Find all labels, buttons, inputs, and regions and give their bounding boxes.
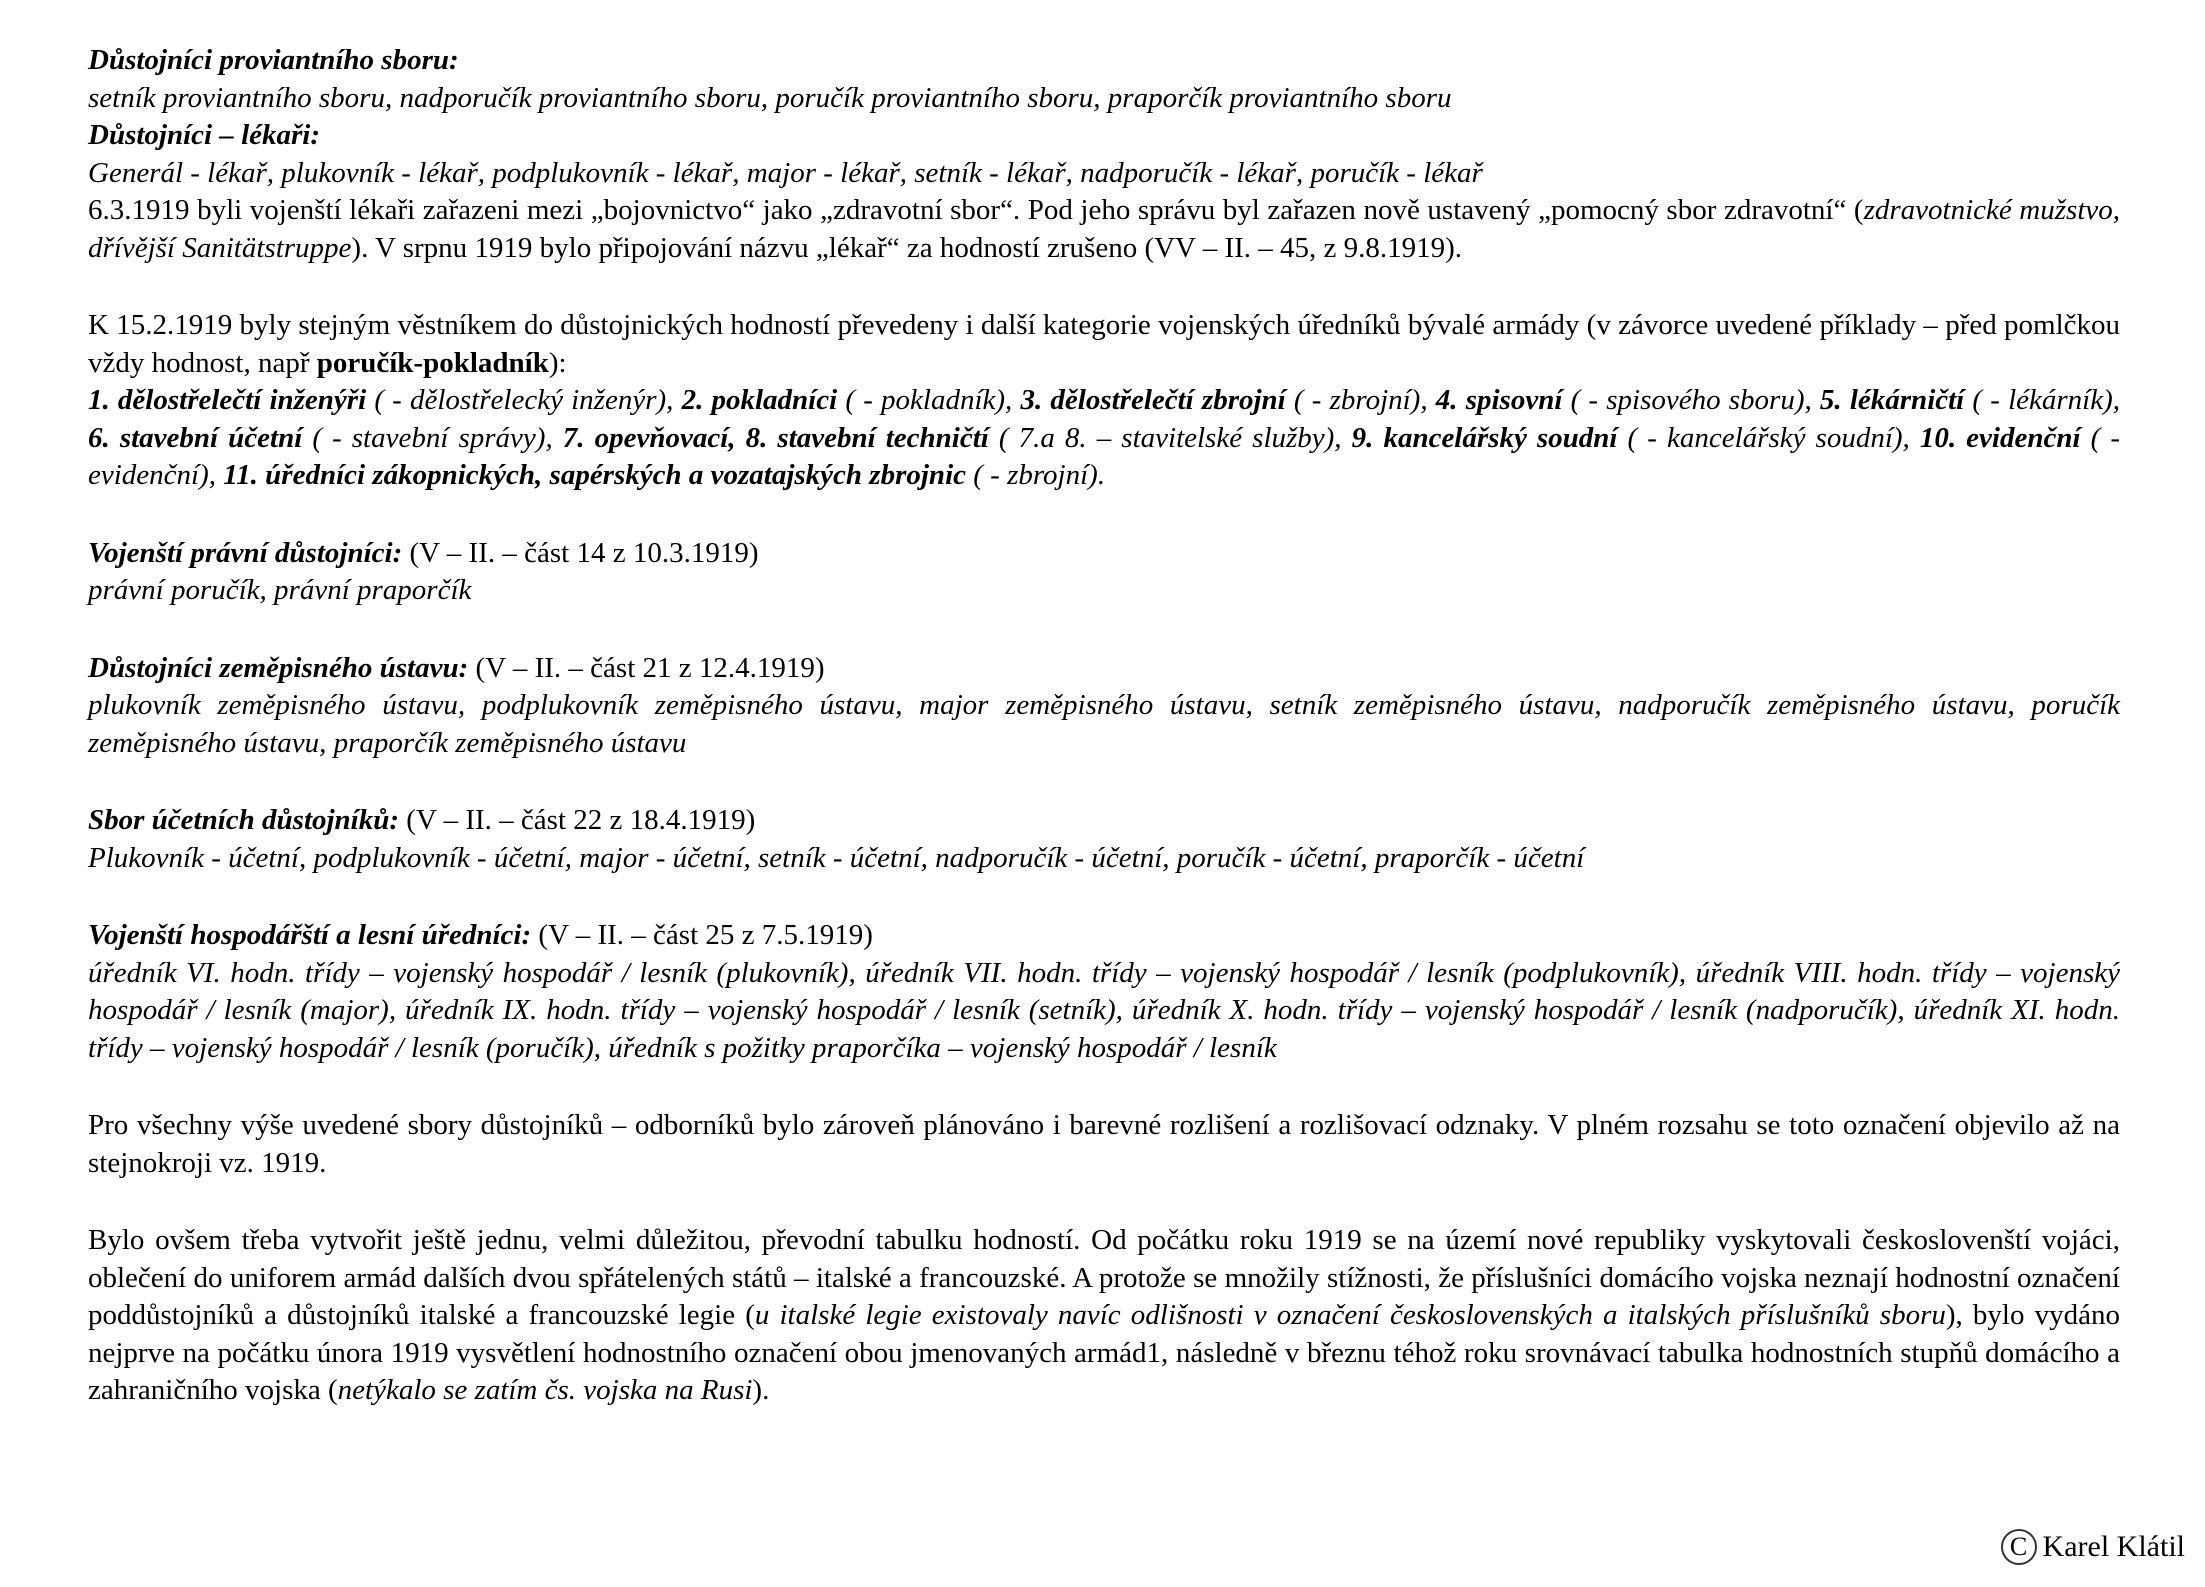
text-run: ( 7.a 8. – stavitelské služby), xyxy=(998,421,1352,454)
text-run: 4. spisovní xyxy=(1435,384,1571,416)
text-run: (V – II. – část 14 z 10.3.1919) xyxy=(409,536,759,569)
paragraph xyxy=(88,955,2120,1068)
text-run: ), bylo vydáno nejprve na počátku února 1919 vysvětlení hodnostního označení obou jmenovaných armád1, následně v březnu téhož roku srovnávací tabulka hodnostních stupňů domácího a zahraničního vojska ( xyxy=(88,1299,2120,1406)
copyright-icon: C xyxy=(2001,1529,2037,1565)
text-run: Důstojníci proviantního sboru: xyxy=(88,44,459,76)
text-run: plukovník zeměpisného ústavu, podplukovník zeměpisného ústavu, major zeměpisného ústavu, setník zeměpisného ústavu, nadporučík zeměpisného ústavu, poručík zeměpisného ústavu, praporčík zeměpisného ústavu xyxy=(88,689,2120,759)
text-run: ). V srpnu 1919 bylo připojování názvu „lékař“ za hodností zrušeno (VV – II. – 45, z 9.8.1919). xyxy=(351,231,1463,264)
paragraph xyxy=(88,802,2120,840)
text-run: netýkalo se zatím čs. vojska na Rusi xyxy=(337,1374,753,1406)
text-run: 11. úředníci zákopnických, sapérských a vozatajských zbrojnic xyxy=(223,459,974,491)
text-run: 9. kancelářský soudní xyxy=(1351,421,1628,454)
text-run: (V – II. – část 22 z 18.4.1919) xyxy=(406,804,756,836)
text-run: ( - evidenční), xyxy=(88,421,2120,491)
text-run: 6.3.1919 byli vojenští lékaři zařazeni mezi „bojovnictvo“ jako „zdravotní sbor“. Pod jeho správu byl zařazen nově ustavený „pomocný sbor zdravotní“ ( xyxy=(88,194,1864,226)
text-run: K 15.2.1919 byly stejným věstníkem do důstojnických hodností převedeny i další kategorie vojenských úředníků bývalé armády (v závorce uvedené příklady – před pomlčkou vždy hodnost, např xyxy=(88,309,2120,379)
text-run: Plukovník - účetní, podplukovník - účetní, major - účetní, setník - účetní, nadporučík - účetní, poručík - účetní, praporčík - účetní xyxy=(88,841,1585,874)
text-run: ( - spisového sboru), xyxy=(1570,384,1820,416)
text-run: Generál - lékař, plukovník - lékař, podplukovník - lékař, major - lékař, setník - lékař, nadporučík - lékař, poručík - lékař xyxy=(88,156,1483,189)
text-run: ): xyxy=(548,346,567,379)
paragraph xyxy=(88,155,2120,193)
text-run: ( - kancelářský soudní), xyxy=(1627,421,1920,454)
text-run: (V – II. – část 25 z 7.5.1919) xyxy=(538,919,873,951)
text-run: 5. lékárničtí xyxy=(1819,384,1973,416)
paragraph xyxy=(88,1222,2120,1410)
paragraph xyxy=(88,650,2120,688)
text-run: Důstojníci – lékaři: xyxy=(88,119,321,151)
text-run: setník proviantního sboru, nadporučík proviantního sboru, poručík proviantního sboru, praporčík proviantního sboru xyxy=(88,81,1452,114)
text-run: ( - dělostřelecký inženýr), xyxy=(374,384,682,416)
block-geographical-institute-officers xyxy=(88,650,2120,763)
text-run: 3. dělostřelečtí zbrojní xyxy=(1020,384,1294,416)
text-run: ). xyxy=(752,1374,770,1406)
block-transferred-official-categories xyxy=(88,307,2120,495)
paragraph xyxy=(88,917,2120,955)
text-run: Vojenští hospodářští a lesní úředníci: xyxy=(88,919,539,951)
paragraph xyxy=(88,687,2120,762)
text-run: 6. stavební účetní xyxy=(88,421,313,454)
text-run: ( - lékárník), xyxy=(1972,384,2120,416)
text-run: poručík-pokladník xyxy=(316,346,549,379)
paragraph xyxy=(88,382,2120,495)
text-run: Důstojníci zeměpisného ústavu: xyxy=(88,651,476,684)
paragraph xyxy=(88,307,2120,382)
text-run: ( - stavební správy), xyxy=(312,421,563,454)
text-run: Bylo ovšem třeba vytvořit ještě jednu, velmi důležitou, převodní tabulku hodností. Od počátku roku 1919 se na území nové republiky vyskytovali českoslovenští vojáci, oblečení do uniforem armád dalších dvou spřátelených států – italské a francouzské. A protože se množily stížnosti, že příslušníci domácího vojska neznají hodnostní označení poddůstojníků a důstojníků italské a francouzské legie ( xyxy=(88,1224,2120,1331)
text-run: Pro všechny výše uvedené sbory důstojníků – odborníků bylo zároveň plánováno i barevné rozlišení a rozlišovací odznaky. V plném rozsahu se toto označení objevilo až na stejnokroji vz. 1919. xyxy=(88,1109,2120,1179)
text-run: 2. pokladníci xyxy=(681,384,846,416)
text-run: právní poručík, právní praporčík xyxy=(88,574,472,606)
copyright-author: Karel Klátil xyxy=(2042,1530,2185,1563)
paragraph xyxy=(88,42,2120,80)
text-run: Sbor účetních důstojníků: xyxy=(88,804,407,836)
copyright xyxy=(2001,1527,2185,1567)
block-accounting-officers xyxy=(88,802,2120,877)
paragraph xyxy=(88,1107,2120,1182)
text-run: ( - zbrojní). xyxy=(973,459,1106,491)
text-run: ( - zbrojní), xyxy=(1293,384,1436,416)
text-run: (V – II. – část 21 z 12.4.1919) xyxy=(475,651,825,684)
block-color-distinction-note xyxy=(88,1107,2120,1182)
block-legal-officers xyxy=(88,535,2120,610)
paragraph xyxy=(88,840,2120,878)
document-body xyxy=(88,42,2120,1410)
block-rank-conversion-table-note xyxy=(88,1222,2120,1410)
text-run: u italské legie existovaly navíc odlišnosti v označení československých a italských příslušníků sboru xyxy=(754,1299,1946,1331)
text-run: 10. evidenční xyxy=(1919,421,2091,454)
text-run: zdravotnické mužstvo, dřívější Sanitätstruppe xyxy=(88,194,2120,264)
paragraph xyxy=(88,535,2120,573)
text-run: ( - pokladník), xyxy=(845,384,1021,416)
text-run: 1. dělostřelečtí inženýři xyxy=(88,384,375,416)
paragraph xyxy=(88,192,2120,267)
text-run: Vojenští právní důstojníci: xyxy=(88,536,410,569)
text-run: úředník VI. hodn. třídy – vojenský hospodář / lesník (plukovník), úředník VII. hodn. třídy – vojenský hospodář / lesník (podplukovník), úředník VIII. hodn. třídy – vojenský hospodář / lesník (major), úředník IX. hodn. třídy – vojenský hospodář / lesník (setník), úředník X. hodn. třídy – vojenský hospodář / lesník (nadporučík), úředník XI. hodn. třídy – vojenský hospodář / lesník (poručík), úředník s požitky praporčíka – vojenský hospodář / lesník xyxy=(88,956,2120,1064)
paragraph xyxy=(88,117,2120,155)
paragraph xyxy=(88,80,2120,118)
block-economic-and-forestry-officials xyxy=(88,917,2120,1067)
paragraph xyxy=(88,572,2120,610)
block-proviant-and-medical-officers xyxy=(88,42,2120,267)
text-run: 7. opevňovací, 8. stavební techničtí xyxy=(562,421,999,454)
